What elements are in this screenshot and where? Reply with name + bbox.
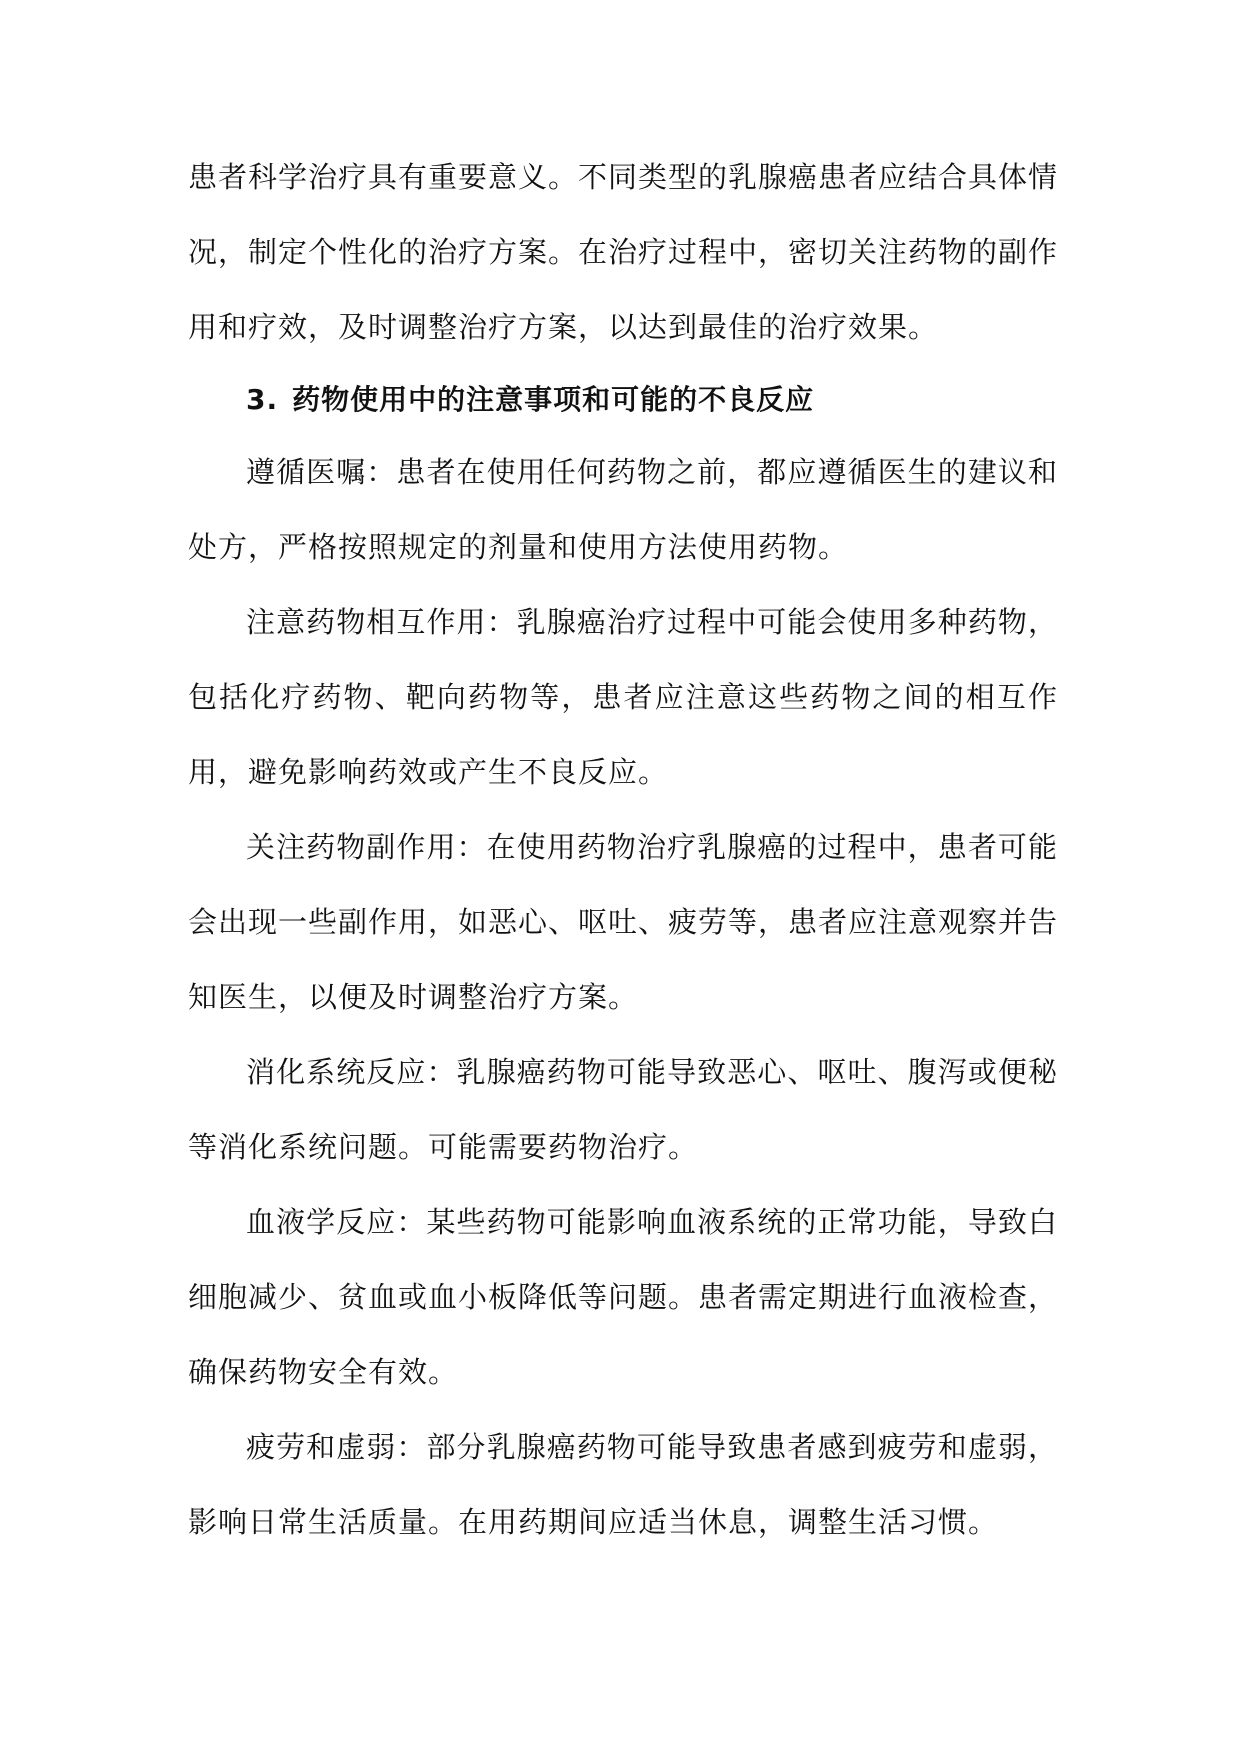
intro-paragraph: 患者科学治疗具有重要意义。不同类型的乳腺癌患者应结合具体情况，制定个性化的治疗方案。在治疗过程中，密切关注药物的副作用和疗效，及时调整治疗方案，以达到最佳的治疗效果。: [188, 160, 1059, 344]
section-title: 药物使用中的注意事项和可能的不良反应: [292, 383, 815, 416]
paragraph-side-effects: 关注药物副作用：在使用药物治疗乳腺癌的过程中，患者可能会出现一些副作用，如恶心、呕吐、疲劳等，患者应注意观察并告知医生，以便及时调整治疗方案。: [188, 830, 1059, 1014]
section-heading: [188, 365, 1058, 435]
section-number: 3.: [246, 383, 279, 416]
paragraph-drug-interactions: 注意药物相互作用：乳腺癌治疗过程中可能会使用多种药物，包括化疗药物、靶向药物等，患者应注意这些药物之间的相互作用，避免影响药效或产生不良反应。: [188, 605, 1058, 789]
paragraph-hematologic-reactions: 血液学反应：某些药物可能影响血液系统的正常功能，导致白细胞减少、贫血或血小板降低等问题。患者需定期进行血液检查，确保药物安全有效。: [188, 1205, 1059, 1389]
paragraph-follow-doctor-advice: 遵循医嘱：患者在使用任何药物之前，都应遵循医生的建议和处方，严格按照规定的剂量和使用方法使用药物。: [188, 455, 1058, 564]
document-body: [188, 140, 1058, 1560]
paragraph-fatigue-weakness: 疲劳和虚弱：部分乳腺癌药物可能导致患者感到疲劳和虚弱，影响日常生活质量。在用药期间应适当休息，调整生活习惯。: [188, 1430, 1058, 1539]
paragraph-digestive-reactions: 消化系统反应：乳腺癌药物可能导致恶心、呕吐、腹泻或便秘等消化系统问题。可能需要药物治疗。: [188, 1055, 1058, 1164]
